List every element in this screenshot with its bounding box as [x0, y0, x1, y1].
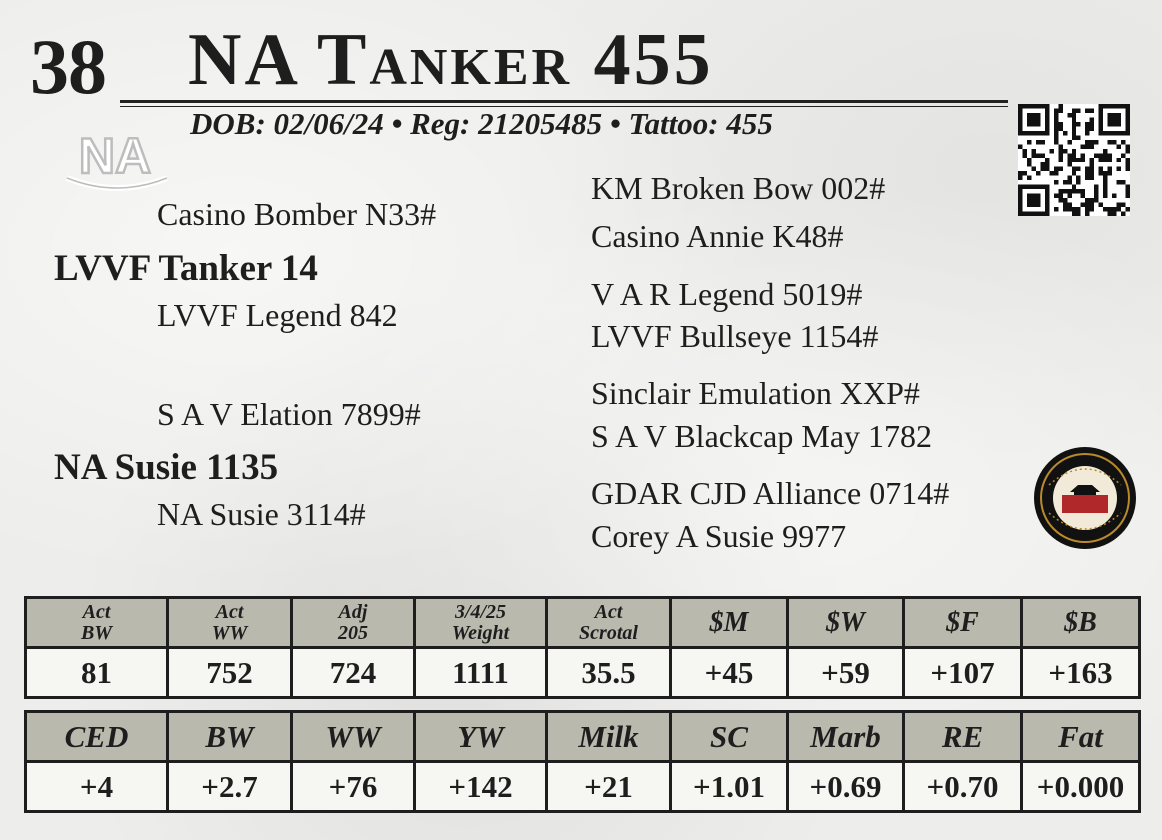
qr-code-icon: [1018, 104, 1130, 216]
header-act-bw: [26, 598, 168, 648]
performance-table: [24, 596, 1141, 699]
header-ced: CED: [26, 712, 168, 762]
pedigree-sire-sire-sire: KM Broken Bow 002#: [591, 170, 886, 206]
title-rule: [120, 100, 1008, 103]
header-line-1: Act: [215, 600, 244, 623]
header-act-scrotal: [547, 598, 671, 648]
value-dollar-b: +163: [1022, 648, 1140, 698]
animal-name: NA Tanker 455: [188, 19, 714, 101]
value-sc: +1.01: [671, 762, 788, 812]
header-line-2: Scrotal: [579, 621, 638, 644]
value-re: +0.70: [904, 762, 1022, 812]
epd-table: [24, 710, 1141, 813]
value-act-scrotal: 35.5: [547, 648, 671, 698]
animal-details: DOB: 02/06/24 • Reg: 21205485 • Tattoo: 455: [190, 106, 773, 141]
value-ced: +4: [26, 762, 168, 812]
lot-number: 38: [30, 23, 106, 110]
header-sc: SC: [671, 712, 788, 762]
header-line-1: Adj: [338, 600, 368, 623]
value-dollar-f: +107: [904, 648, 1022, 698]
pedigree-sire-dam: LVVF Legend 842: [157, 297, 398, 333]
value-dollar-m: +45: [671, 648, 788, 698]
pedigree-sire: LVVF Tanker 14: [54, 248, 318, 289]
header-line-2: Weight: [451, 621, 510, 644]
header-line-1: $F: [946, 606, 979, 638]
header-dollar-w: [788, 598, 904, 648]
header-line-1: $W: [826, 606, 865, 638]
header-ww: WW: [292, 712, 415, 762]
header-line-1: 3/4/25: [454, 600, 507, 623]
value-ww: +76: [292, 762, 415, 812]
header-re: RE: [904, 712, 1022, 762]
value-bw: +2.7: [168, 762, 292, 812]
pedigree-sire-sire-dam: Casino Annie K48#: [591, 218, 844, 254]
pedigree-sire-dam-sire: V A R Legend 5019#: [591, 276, 863, 312]
value-dollar-w: +59: [788, 648, 904, 698]
header-fat: Fat: [1022, 712, 1140, 762]
header-line-1: $M: [709, 606, 749, 638]
value-fat: +0.000: [1022, 762, 1140, 812]
logo-text: NA: [78, 128, 152, 184]
header-yw: YW: [415, 712, 547, 762]
pedigree-dam-dam-sire: GDAR CJD Alliance 0714#: [591, 475, 950, 511]
certified-angus-seal-icon: [1032, 445, 1138, 551]
pedigree-dam-dam: NA Susie 3114#: [157, 496, 366, 532]
header-act-ww: [168, 598, 292, 648]
pedigree-sire-sire: Casino Bomber N33#: [157, 196, 437, 232]
header-dollar-m: [671, 598, 788, 648]
header-line-2: WW: [211, 621, 248, 644]
value-adj-205: 724: [292, 648, 415, 698]
value-marb: +0.69: [788, 762, 904, 812]
header-adj-205: [292, 598, 415, 648]
header-line-1: $B: [1064, 606, 1097, 638]
header-bw: BW: [168, 712, 292, 762]
header-line-1: Act: [594, 600, 623, 623]
header-line-2: BW: [80, 621, 113, 644]
value-milk: +21: [547, 762, 671, 812]
value-weight: 1111: [415, 648, 547, 698]
ranch-logo-icon: [62, 120, 172, 200]
header-line-1: Act: [82, 600, 111, 623]
header-marb: Marb: [788, 712, 904, 762]
pedigree-sire-dam-dam: LVVF Bullseye 1154#: [591, 318, 879, 354]
value-act-ww: 752: [168, 648, 292, 698]
header-milk: Milk: [547, 712, 671, 762]
pedigree-dam-sire: S A V Elation 7899#: [157, 396, 421, 432]
header-weight: [415, 598, 547, 648]
header-dollar-b: [1022, 598, 1140, 648]
pedigree-dam-sire-dam: S A V Blackcap May 1782: [591, 418, 933, 454]
value-yw: +142: [415, 762, 547, 812]
pedigree-dam-dam-dam: Corey A Susie 9977: [591, 518, 847, 554]
pedigree-dam: NA Susie 1135: [54, 447, 279, 488]
pedigree-dam-sire-sire: Sinclair Emulation XXP#: [591, 375, 920, 411]
header-dollar-f: [904, 598, 1022, 648]
value-act-bw: 81: [26, 648, 168, 698]
header-line-2: 205: [338, 621, 368, 644]
